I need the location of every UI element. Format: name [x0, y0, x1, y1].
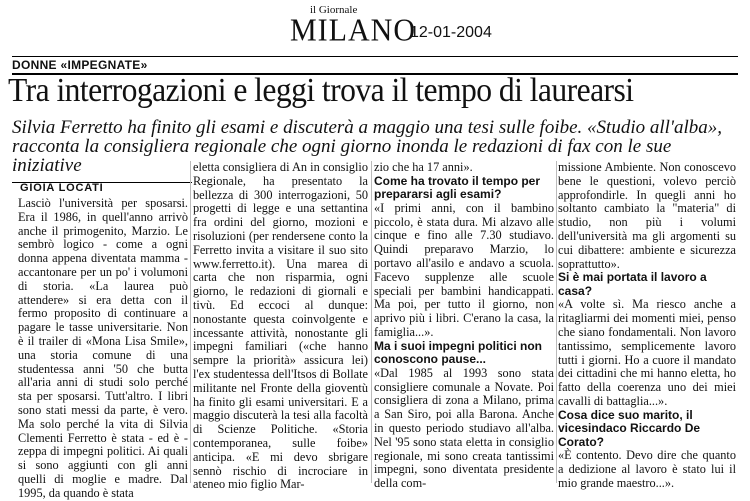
publication-date: 12-01-2004	[410, 24, 492, 41]
top-rule	[12, 56, 738, 57]
interview-question-3: Si è mai portata il lavoro a casa?	[558, 270, 707, 298]
kicker: DONNE «IMPEGNATE»	[12, 58, 148, 72]
column-divider	[371, 161, 372, 483]
column-4-text-b: «A volte sì. Ma riesco anche a ritagliarmi dei momenti miei, penso che siano fondamentali. Non lavoro tantissimo, semplicemente lavoro tutti i giorni. Ho a cuore il mandato dei cittadini che mi hanno eletta, ho fatto della coerenza uno dei miei cavalli di battaglia...».	[558, 297, 736, 408]
article-column-4	[558, 161, 736, 491]
article-column-2	[193, 161, 368, 492]
column-4-text-c: «È contento. Devo dire che quanto a dedizione al lavoro è stato lui il mio grande maestro...».	[558, 448, 736, 490]
article-column-1	[18, 197, 188, 501]
column-3-text-b: «I primi anni, con il bambino piccolo, è stata dura. Mi alzavo alle cinque e fino alle 7.30 studiavo. Quindi preparavo Marzio, lo portavo all'asilo e andavo a scuola. Facevo supplenze alle scuole speciali per bambini handicappati. Ma poi, per tutto il giorno, non aprivo più i libri. C'erano la casa, la famiglia...».	[374, 200, 554, 339]
interview-question-2: Ma i suoi impegni politici non conoscono pause...	[374, 338, 542, 367]
masthead	[290, 2, 530, 52]
interview-question-4: Cosa dice suo marito, il vicesindaco Riccardo De Corato?	[558, 407, 701, 449]
newspaper-name-edition: MILANO	[290, 13, 416, 48]
byline: GIOIA LOCATI	[20, 182, 104, 194]
article-column-3	[374, 161, 554, 491]
column-3-text-c: «Dal 1985 al 1993 sono stata consigliere comunale a Novate. Poi consigliera di zona a Milano, prima a San Siro, poi alla Barona. Anche in questo periodo studiavo all'alba. Nel '95 sono stata eletta in consiglio regionale, mi sono creata tantissimi impegni, sono diventata presidente della com-	[374, 365, 554, 491]
subheadline: Silvia Ferretto ha finito gli esami e discuterà a maggio una tesi sulle foibe. «Studio all'alba», racconta la consigliera regionale che ogni giorno inonda le redazioni di fax con le sue iniziative	[12, 117, 722, 176]
column-divider	[190, 161, 191, 483]
headline: Tra interrogazioni e leggi trova il tempo di laurearsi	[8, 72, 634, 109]
column-1-text: Lasciò l'università per sposarsi. Era il 1986, in quell'anno arrivò anche il primogenito, Marzio. Le sembrò logico - come a ogni donna appena diventata mamma - accantonare per un po' i volumoni di storia. «La laurea può attendere» si era detta con il fermo proposito di continuare a pagare le tasse universitarie. Non è il trailer di «Mona Lisa Smile», una storia comune di una studentessa anni '50 che butta all'aria anni di studi solo perché sta per sposarsi. Tutt'altro. I libri sono stati messi da parte, è vero. Ma solo perché la vita di Silvia Clementi Ferretto è stata - ed è - zeppa di impegni politici. Ai quali si sono aggiunti con gli anni quelli di moglie e madre. Dal 1995, da quando è stata	[18, 196, 188, 500]
column-4-text-a: missione Ambiente. Non conoscevo bene le questioni, volevo perciò approfondirle. In quegli anni ho soltanto cambiato la "materia" di studio, non più i volumi dell'università ma gli argomenti su cui dibattere: ambiente e sicurezza soprattutto».	[558, 160, 736, 271]
column-divider	[556, 161, 557, 483]
newspaper-name-small: il Giornale	[310, 4, 358, 16]
interview-question-1: Come ha trovato il tempo per prepararsi agli esami?	[374, 173, 541, 202]
column-2-text: eletta consigliera di An in consiglio Regionale, ha presentato la bellezza di 300 interrogazioni, 50 progetti di legge e una settantina fra ordini del giorno, mozioni e risoluzioni (per rendersene conto la Ferretto invita a visitare il suo sito www.ferretto.it). Una marea di carta che non risparmia, ogni giorno, le redazioni di giornali e tivù. Ed eccoci al dunque: nonostante questa coinvolgente e incessante attività, nonostante gli impegni familiari («che hanno sempre la priorità» assicura lei) l'ex studentessa dell'Itsos di Bollate militante nel Fronte della gioventù ha finito gli esami universitari. E a maggio discuterà la tesi alla facoltà di Scienze Politiche. «Storia contemporanea, sulle foibe» anticipa. «E mi devo sbrigare sennò rischio di incrociare in ateneo mio figlio Mar-	[193, 160, 368, 492]
column-3-text-a: zio che ha 17 anni».	[374, 160, 473, 174]
